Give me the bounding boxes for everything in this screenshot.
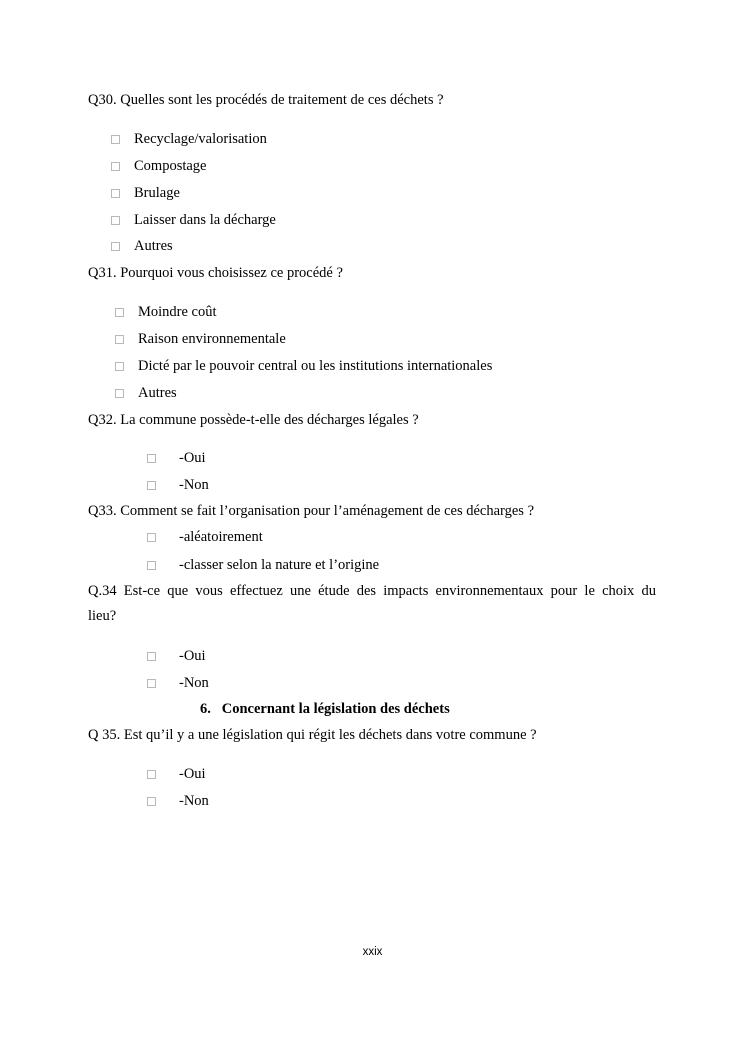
question-q35: Q 35. Est qu’il y a une législation qui régit les déchets dans votre commune ? <box>88 727 537 743</box>
checkbox-q30-brulage[interactable] <box>111 189 120 198</box>
checkbox-q32-non[interactable] <box>147 481 156 490</box>
option-label: Brulage <box>134 185 180 201</box>
option-label: -Oui <box>179 766 206 782</box>
checkbox-q34-oui[interactable] <box>147 652 156 661</box>
option-label: Laisser dans la décharge <box>134 212 276 228</box>
section-heading <box>200 701 450 718</box>
option-label: -classer selon la nature et l’origine <box>179 557 380 573</box>
checkbox-q30-compostage[interactable] <box>111 162 120 171</box>
checkbox-q31-cout[interactable] <box>115 308 124 317</box>
option-label: Autres <box>134 238 173 254</box>
question-q34-line1: Q.34 Est-ce que vous effectuez une étude des impacts environnementaux pour le choix du <box>88 583 656 599</box>
option-label: Compostage <box>134 158 207 174</box>
checkbox-q30-decharge[interactable] <box>111 216 120 225</box>
option-label: -Non <box>179 477 209 493</box>
question-q34-line2: lieu? <box>88 608 117 624</box>
page-number: xxix <box>362 946 383 958</box>
checkbox-q30-autres[interactable] <box>111 242 120 251</box>
checkbox-q33-aleatoire[interactable] <box>147 533 156 542</box>
option-label: Moindre coût <box>138 304 217 320</box>
option-label: -Oui <box>179 648 206 664</box>
option-label: Dicté par le pouvoir central ou les institutions internationales <box>138 358 493 374</box>
question-q32: Q32. La commune possède-t-elle des décharges légales ? <box>88 412 419 428</box>
checkbox-q33-classer[interactable] <box>147 561 156 570</box>
option-label: -Oui <box>179 450 206 466</box>
checkbox-q32-oui[interactable] <box>147 454 156 463</box>
option-label: -Non <box>179 675 209 691</box>
section-number: 6. <box>200 701 211 717</box>
checkbox-q35-non[interactable] <box>147 797 156 806</box>
checkbox-q31-dicte[interactable] <box>115 362 124 371</box>
checkbox-q30-recyclage[interactable] <box>111 135 120 144</box>
option-label: -Non <box>179 793 209 809</box>
option-label: -aléatoirement <box>179 529 263 545</box>
checkbox-q31-autres[interactable] <box>115 389 124 398</box>
question-q30: Q30. Quelles sont les procédés de traitement de ces déchets ? <box>88 92 444 108</box>
option-label: Autres <box>138 385 177 401</box>
section-title: Concernant la législation des déchets <box>221 701 450 717</box>
option-label: Raison environnementale <box>138 331 286 347</box>
checkbox-q34-non[interactable] <box>147 679 156 688</box>
question-q31: Q31. Pourquoi vous choisissez ce procédé ? <box>88 265 343 281</box>
checkbox-q35-oui[interactable] <box>147 770 156 779</box>
question-q33: Q33. Comment se fait l’organisation pour l’aménagement de ces décharges ? <box>88 503 535 519</box>
option-label: Recyclage/valorisation <box>134 131 267 147</box>
checkbox-q31-environnement[interactable] <box>115 335 124 344</box>
